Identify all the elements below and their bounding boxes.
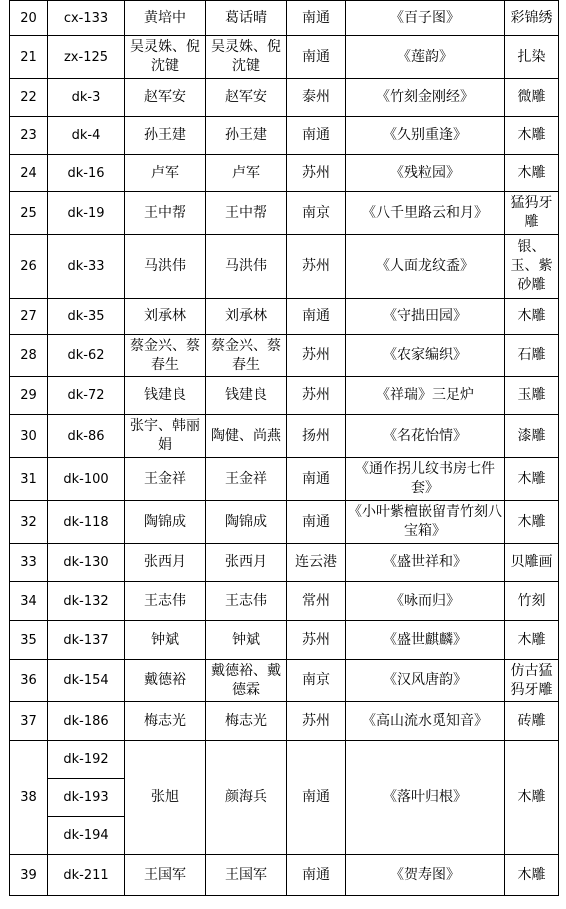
- table-row: [10, 621, 559, 660]
- author-cell: 张西月: [125, 544, 206, 582]
- city-cell: 南通: [287, 741, 346, 855]
- city-cell: 南通: [287, 117, 346, 155]
- maker-cell: 吴灵姝、倪沈键: [206, 36, 287, 79]
- city-cell: 苏州: [287, 621, 346, 660]
- row-number-cell: 25: [10, 192, 48, 235]
- code-cell: dk-192: [48, 741, 125, 779]
- row-number-cell: 21: [10, 36, 48, 79]
- city-cell: 南京: [287, 660, 346, 702]
- category-cell: 贝雕画: [505, 544, 559, 582]
- author-cell: 钱建良: [125, 377, 206, 415]
- code-cell: dk-137: [48, 621, 125, 660]
- city-cell: 连云港: [287, 544, 346, 582]
- city-cell: 扬州: [287, 415, 346, 458]
- city-cell: 苏州: [287, 702, 346, 741]
- code-cell: dk-186: [48, 702, 125, 741]
- title-cell: 《小叶紫檀嵌留青竹刻八宝箱》: [346, 501, 505, 544]
- category-cell: 漆雕: [505, 415, 559, 458]
- row-number-cell: 22: [10, 79, 48, 117]
- row-number-cell: 20: [10, 1, 48, 36]
- author-cell: 张宇、韩丽娟: [125, 415, 206, 458]
- code-cell: dk-3: [48, 79, 125, 117]
- row-number-cell: 35: [10, 621, 48, 660]
- city-cell: 南通: [287, 299, 346, 335]
- table-row: [10, 377, 559, 415]
- maker-cell: 赵军安: [206, 79, 287, 117]
- code-cell: dk-62: [48, 335, 125, 377]
- city-cell: 南通: [287, 855, 346, 896]
- title-cell: 《名花怡情》: [346, 415, 505, 458]
- author-cell: 张旭: [125, 741, 206, 855]
- code-cell: dk-33: [48, 235, 125, 299]
- table-row: [10, 36, 559, 79]
- code-cell: dk-118: [48, 501, 125, 544]
- city-cell: 苏州: [287, 235, 346, 299]
- table-row: [10, 299, 559, 335]
- code-cell: dk-16: [48, 155, 125, 192]
- maker-cell: 钟斌: [206, 621, 287, 660]
- author-cell: 戴德裕: [125, 660, 206, 702]
- row-number-cell: 27: [10, 299, 48, 335]
- maker-cell: 刘承林: [206, 299, 287, 335]
- city-cell: 南通: [287, 458, 346, 501]
- author-cell: 王中帮: [125, 192, 206, 235]
- author-cell: 孙王建: [125, 117, 206, 155]
- code-cell: dk-100: [48, 458, 125, 501]
- table-row: [10, 155, 559, 192]
- author-cell: 王志伟: [125, 582, 206, 621]
- code-cell: dk-86: [48, 415, 125, 458]
- code-cell: dk-130: [48, 544, 125, 582]
- row-number-cell: 37: [10, 702, 48, 741]
- title-cell: 《八千里路云和月》: [346, 192, 505, 235]
- row-number-cell: 28: [10, 335, 48, 377]
- row-number-cell: 36: [10, 660, 48, 702]
- category-cell: 木雕: [505, 855, 559, 896]
- table-row: [10, 79, 559, 117]
- city-cell: 南京: [287, 192, 346, 235]
- code-cell: dk-132: [48, 582, 125, 621]
- exhibit-table: [9, 0, 559, 896]
- table-row: [10, 235, 559, 299]
- title-cell: 《残粒园》: [346, 155, 505, 192]
- table-body: [10, 1, 559, 896]
- author-cell: 刘承林: [125, 299, 206, 335]
- row-number-cell: 32: [10, 501, 48, 544]
- code-cell: zx-125: [48, 36, 125, 79]
- category-cell: 彩锦绣: [505, 1, 559, 36]
- table-row: [10, 117, 559, 155]
- maker-cell: 梅志光: [206, 702, 287, 741]
- category-cell: 木雕: [505, 299, 559, 335]
- table-row: [10, 855, 559, 896]
- category-cell: 木雕: [505, 501, 559, 544]
- title-cell: 《贺寿图》: [346, 855, 505, 896]
- maker-cell: 葛话晴: [206, 1, 287, 36]
- maker-cell: 孙王建: [206, 117, 287, 155]
- maker-cell: 张西月: [206, 544, 287, 582]
- code-cell: dk-193: [48, 779, 125, 817]
- title-cell: 《农家编织》: [346, 335, 505, 377]
- author-cell: 吴灵姝、倪沈键: [125, 36, 206, 79]
- category-cell: 木雕: [505, 117, 559, 155]
- title-cell: 《盛世麒麟》: [346, 621, 505, 660]
- author-cell: 梅志光: [125, 702, 206, 741]
- category-cell: 木雕: [505, 458, 559, 501]
- table-row: [10, 458, 559, 501]
- row-number-cell: 30: [10, 415, 48, 458]
- maker-cell: 戴德裕、戴德霖: [206, 660, 287, 702]
- category-cell: 木雕: [505, 741, 559, 855]
- title-cell: 《盛世祥和》: [346, 544, 505, 582]
- city-cell: 南通: [287, 36, 346, 79]
- title-cell: 《高山流水觅知音》: [346, 702, 505, 741]
- category-cell: 砖雕: [505, 702, 559, 741]
- title-cell: 《守拙田园》: [346, 299, 505, 335]
- author-cell: 王金祥: [125, 458, 206, 501]
- category-cell: 竹刻: [505, 582, 559, 621]
- maker-cell: 陶锦成: [206, 501, 287, 544]
- city-cell: 常州: [287, 582, 346, 621]
- row-number-cell: 39: [10, 855, 48, 896]
- title-cell: 《通作拐儿纹书房七件套》: [346, 458, 505, 501]
- table-row: [10, 1, 559, 36]
- maker-cell: 王国军: [206, 855, 287, 896]
- row-number-cell: 29: [10, 377, 48, 415]
- maker-cell: 马洪伟: [206, 235, 287, 299]
- table-row: [10, 660, 559, 702]
- row-number-cell: 31: [10, 458, 48, 501]
- code-cell: dk-154: [48, 660, 125, 702]
- title-cell: 《久别重逢》: [346, 117, 505, 155]
- category-cell: 扎染: [505, 36, 559, 79]
- maker-cell: 陶健、尚燕: [206, 415, 287, 458]
- title-cell: 《祥瑞》三足炉: [346, 377, 505, 415]
- title-cell: 《人面龙纹盉》: [346, 235, 505, 299]
- row-number-cell: 24: [10, 155, 48, 192]
- category-cell: 微雕: [505, 79, 559, 117]
- author-cell: 陶锦成: [125, 501, 206, 544]
- city-cell: 泰州: [287, 79, 346, 117]
- row-number-cell: 23: [10, 117, 48, 155]
- maker-cell: 钱建良: [206, 377, 287, 415]
- category-cell: 石雕: [505, 335, 559, 377]
- author-cell: 马洪伟: [125, 235, 206, 299]
- author-cell: 钟斌: [125, 621, 206, 660]
- table-row: [10, 192, 559, 235]
- title-cell: 《落叶归根》: [346, 741, 505, 855]
- code-cell: cx-133: [48, 1, 125, 36]
- city-cell: 南通: [287, 501, 346, 544]
- table-row: [10, 335, 559, 377]
- table-row: [10, 582, 559, 621]
- author-cell: 王国军: [125, 855, 206, 896]
- maker-cell: 蔡金兴、蔡春生: [206, 335, 287, 377]
- category-cell: 木雕: [505, 621, 559, 660]
- title-cell: 《咏而归》: [346, 582, 505, 621]
- category-cell: 玉雕: [505, 377, 559, 415]
- maker-cell: 颜海兵: [206, 741, 287, 855]
- city-cell: 苏州: [287, 377, 346, 415]
- title-cell: 《汉风唐韵》: [346, 660, 505, 702]
- city-cell: 南通: [287, 1, 346, 36]
- category-cell: 银、玉、紫砂雕: [505, 235, 559, 299]
- table-row: [10, 702, 559, 741]
- maker-cell: 王金祥: [206, 458, 287, 501]
- category-cell: 猛犸牙雕: [505, 192, 559, 235]
- table-row: [10, 501, 559, 544]
- title-cell: 《莲韵》: [346, 36, 505, 79]
- table-row: [10, 415, 559, 458]
- table-row: [10, 741, 559, 779]
- author-cell: 黄培中: [125, 1, 206, 36]
- author-cell: 赵军安: [125, 79, 206, 117]
- code-cell: dk-4: [48, 117, 125, 155]
- row-number-cell: 26: [10, 235, 48, 299]
- code-cell: dk-194: [48, 817, 125, 855]
- author-cell: 蔡金兴、蔡春生: [125, 335, 206, 377]
- table-row: [10, 544, 559, 582]
- code-cell: dk-72: [48, 377, 125, 415]
- row-number-cell: 38: [10, 741, 48, 855]
- category-cell: 仿古猛犸牙雕: [505, 660, 559, 702]
- row-number-cell: 34: [10, 582, 48, 621]
- title-cell: 《竹刻金刚经》: [346, 79, 505, 117]
- author-cell: 卢军: [125, 155, 206, 192]
- city-cell: 苏州: [287, 155, 346, 192]
- title-cell: 《百子图》: [346, 1, 505, 36]
- row-number-cell: 33: [10, 544, 48, 582]
- maker-cell: 王志伟: [206, 582, 287, 621]
- maker-cell: 王中帮: [206, 192, 287, 235]
- code-cell: dk-35: [48, 299, 125, 335]
- maker-cell: 卢军: [206, 155, 287, 192]
- city-cell: 苏州: [287, 335, 346, 377]
- category-cell: 木雕: [505, 155, 559, 192]
- code-cell: dk-211: [48, 855, 125, 896]
- code-cell: dk-19: [48, 192, 125, 235]
